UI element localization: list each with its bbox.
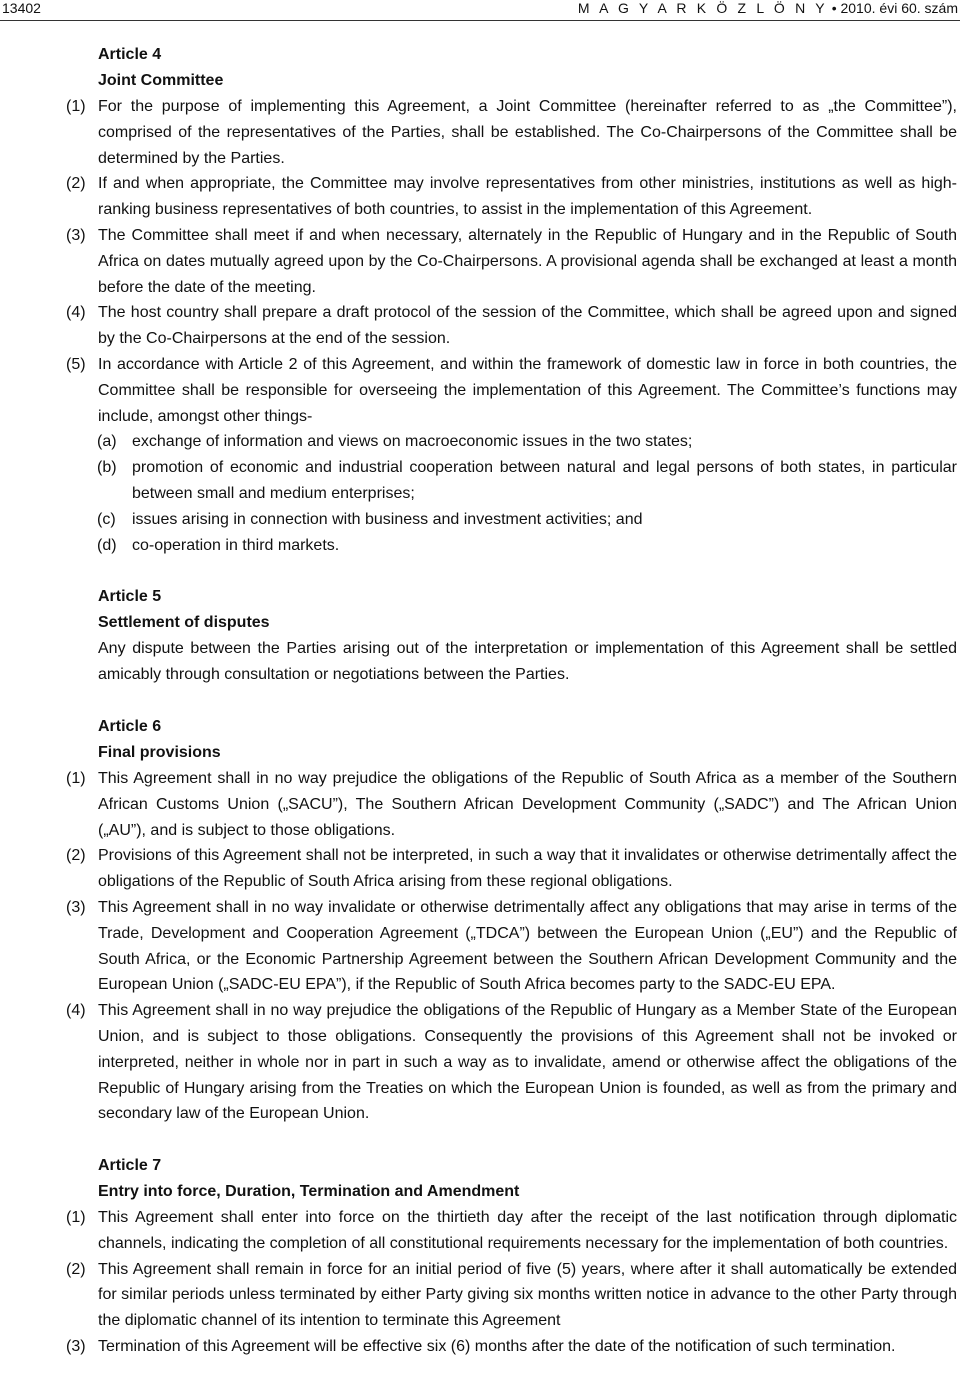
paragraph-number: (3) bbox=[66, 898, 86, 916]
paragraph bbox=[0, 223, 960, 300]
paragraph-text: The host country shall prepare a draft protocol of the session of the Committee, which shall be agreed upon and signed by the Co-Chairpersons at the end of the session. bbox=[98, 304, 957, 348]
paragraph bbox=[0, 1205, 960, 1257]
sub-item-text: co-operation in third markets. bbox=[132, 536, 340, 554]
article-7 bbox=[0, 1153, 960, 1360]
paragraph-text: This Agreement shall in no way invalidate or otherwise detrimentally affect any obligations that may arise in terms of the Trade, Development and Cooperation Agreement („TDCA”) between the European Union („EU”) and the Republic of South Africa, or the Economic Partnership Agreement between the Southern African Development Community and the European Union („SADC-EU EPA”), if the Republic of South Africa becomes party to the SADC-EU EPA. bbox=[98, 898, 957, 994]
paragraph bbox=[0, 171, 960, 223]
sub-item-letter: (d) bbox=[97, 536, 117, 554]
article-text: Any dispute between the Parties arising out of the interpretation or implementation of this Agreement shall be settled amicably through consultation or negotiations between the Parties. bbox=[98, 640, 957, 684]
issue-number: 2010. évi 60. szám bbox=[840, 0, 958, 16]
sub-item-letter: (c) bbox=[97, 510, 116, 528]
paragraph bbox=[0, 1334, 960, 1360]
paragraph-number: (4) bbox=[66, 1002, 86, 1020]
page-number: 13402 bbox=[2, 0, 41, 16]
paragraph-text: Termination of this Agreement will be effective six (6) months after the date of the notification of such termination. bbox=[98, 1338, 896, 1356]
paragraph-number: (2) bbox=[66, 175, 86, 193]
paragraph bbox=[0, 352, 960, 429]
paragraph bbox=[0, 300, 960, 352]
paragraph-number: (4) bbox=[66, 304, 86, 322]
paragraph-text: This Agreement shall enter into force on the thirtieth day after the receipt of the last notification through diplomatic channels, indicating the completion of all constitutional requirements necessary for the implementation of both countries. bbox=[98, 1209, 957, 1252]
paragraph bbox=[0, 843, 960, 895]
article-title: Final provisions bbox=[98, 743, 221, 761]
paragraph-number: (2) bbox=[66, 847, 86, 865]
paragraph-text: Provisions of this Agreement shall not be interpreted, in such a way that it invalidates or otherwise detrimentally affect the obligations of the Republic of South Africa arising from these regional obligations. bbox=[98, 847, 957, 891]
article-title: Settlement of disputes bbox=[98, 614, 270, 632]
paragraph-number: (3) bbox=[66, 226, 86, 244]
sub-item-text: issues arising in connection with business and investment activities; and bbox=[132, 510, 643, 528]
journal-name: M A G Y A R K Ö Z L Ö N Y bbox=[577, 0, 828, 16]
header-rule bbox=[0, 20, 960, 21]
article-4 bbox=[0, 42, 960, 558]
article-title: Joint Committee bbox=[98, 72, 224, 89]
article-6 bbox=[0, 714, 960, 1127]
paragraph-text: In accordance with Article 2 of this Agreement, and within the framework of domestic law in force in both countries, the Committee shall be responsible for overseeing the implementation of this Agreement. The Committee’s functions may include, amongst other things- bbox=[98, 355, 957, 425]
article-label: Article 7 bbox=[98, 1157, 162, 1175]
article-label: Article 6 bbox=[98, 717, 162, 735]
paragraph-number: (5) bbox=[66, 355, 86, 373]
paragraph-number: (1) bbox=[66, 769, 86, 787]
paragraph-number: (1) bbox=[66, 98, 86, 115]
sub-item-text: exchange of information and views on macroeconomic issues in the two states; bbox=[132, 433, 693, 451]
paragraph bbox=[0, 94, 960, 171]
paragraph bbox=[0, 998, 960, 1127]
sub-item-letter: (a) bbox=[97, 433, 117, 451]
document-body bbox=[0, 42, 960, 1360]
paragraph-text: This Agreement shall in no way prejudice the obligations of the Republic of Hungary as a Member State of the European Union, and is subject to those obligations. Consequently the provisions of this Agreement shall not be invoked or interpreted, neither in whole nor in part in such a way as to invalidate, amend or otherwise affect the obligations of the Republic of Hungary arising from the Treaties on which the European Union is founded, as well as from the primary and secondary law of the European Union. bbox=[98, 1002, 957, 1123]
paragraph-text: If and when appropriate, the Committee may involve representatives from other ministries, institutions as well as high-ranking business representatives of both countries, to assist in the implementation of this Agreement. bbox=[98, 175, 957, 219]
paragraph-text: The Committee shall meet if and when necessary, alternately in the Republic of Hungary and in the Republic of South Africa on dates mutually agreed upon by the Co-Chairpersons. A provisional agenda shall be exchanged at least a month before the date of the meeting. bbox=[98, 226, 957, 296]
journal-info bbox=[578, 0, 958, 16]
sub-item-letter: (b) bbox=[97, 459, 117, 477]
sub-item bbox=[0, 533, 960, 559]
paragraph-text: For the purpose of implementing this Agreement, a Joint Committee (hereinafter referred to as „the Committee”), comprised of the representatives of the Parties, shall be established. The Co-Chairpersons of the Committee shall be determined by the Parties. bbox=[98, 98, 957, 167]
paragraph bbox=[0, 1257, 960, 1334]
sub-item-text: promotion of economic and industrial cooperation between natural and legal persons of both states, in particular between small and medium enterprises; bbox=[132, 459, 957, 502]
paragraph-number: (3) bbox=[66, 1338, 86, 1356]
article-label: Article 5 bbox=[98, 588, 162, 606]
article-label: Article 4 bbox=[98, 46, 162, 63]
article-title: Entry into force, Duration, Termination and Amendment bbox=[98, 1183, 520, 1201]
sub-item bbox=[0, 429, 960, 455]
paragraph-text: This Agreement shall remain in force for an initial period of five (5) years, where after it shall automatically be extended for similar periods unless terminated by either Party giving six months written notice in advance to the other Party through the diplomatic channel of its intention to terminate this Agreement bbox=[98, 1260, 957, 1330]
paragraph-number: (2) bbox=[66, 1260, 86, 1278]
sub-item bbox=[0, 507, 960, 533]
sub-item bbox=[0, 455, 960, 507]
bullet-separator: • bbox=[831, 0, 837, 16]
paragraph-number: (1) bbox=[66, 1209, 86, 1227]
paragraph-text: This Agreement shall in no way prejudice the obligations of the Republic of South Africa as a member of the Southern African Customs Union („SACU”), The Southern African Development Community („SADC”) and The African Union („AU”), and is subject to those obligations. bbox=[98, 769, 957, 839]
paragraph bbox=[0, 766, 960, 843]
article-5 bbox=[0, 584, 960, 688]
paragraph bbox=[0, 895, 960, 998]
